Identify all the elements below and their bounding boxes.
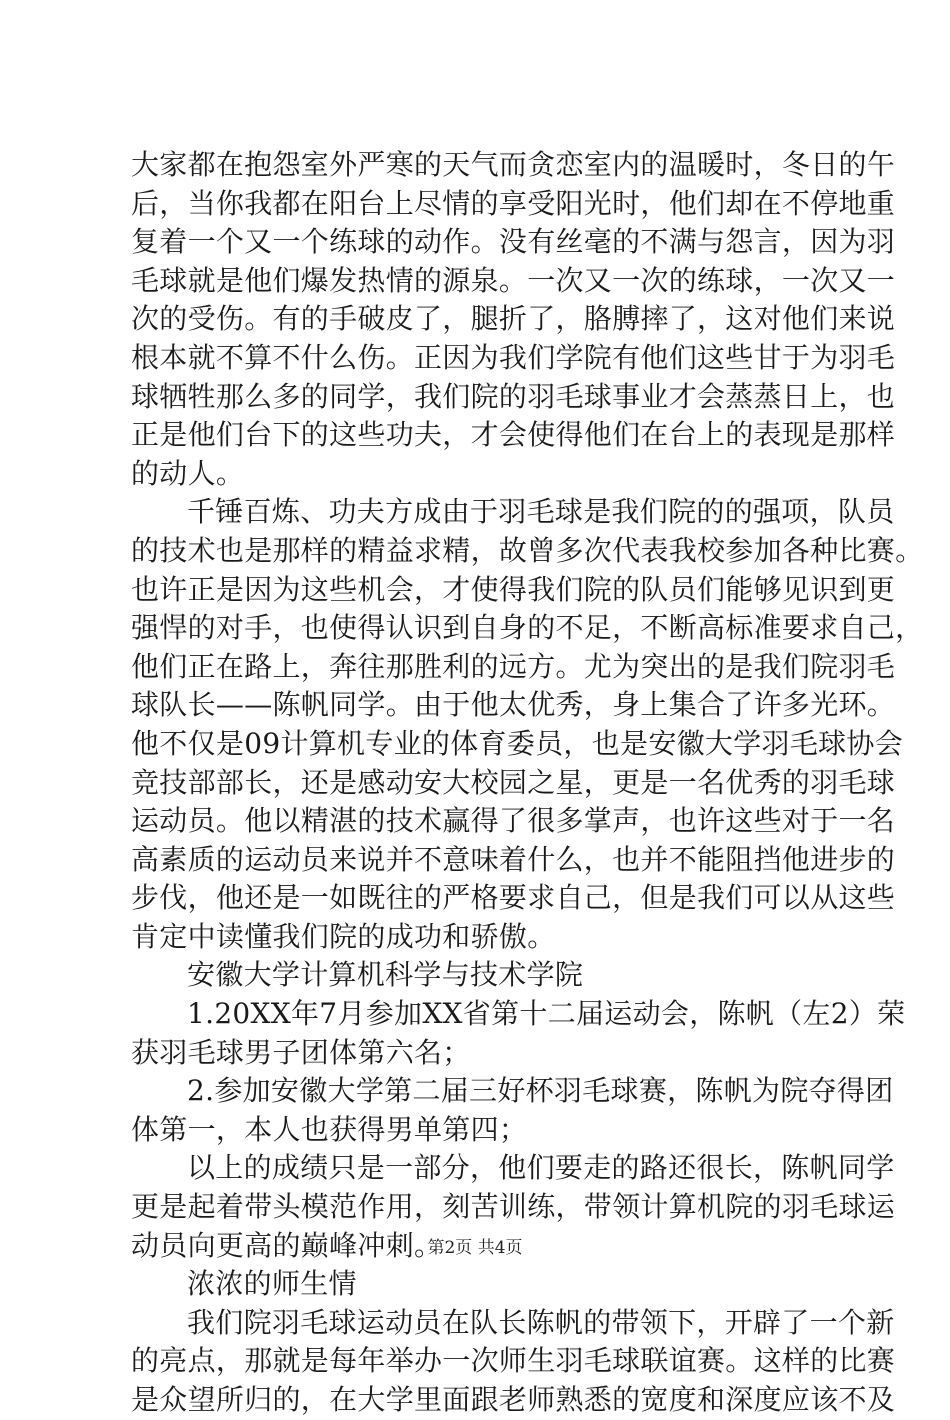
text-line: 复着一个又一个练球的动作。没有丝毫的不满与怨言，因为羽 xyxy=(131,225,896,259)
text-line: 他们正在路上，奔往那胜利的远方。尤为突出的是我们院羽毛 xyxy=(131,649,896,683)
text-line: 球牺牲那么多的同学，我们院的羽毛球事业才会蒸蒸日上，也 xyxy=(131,379,896,413)
page-footer: 第2页 共4页 xyxy=(427,1238,523,1258)
text-line: 以上的成绩只是一部分，他们要走的路还很长，陈帆同学 xyxy=(187,1151,895,1185)
text-line: 次的受伤。有的手破皮了，腿折了，胳膊摔了，这对他们来说 xyxy=(131,302,896,336)
text-line: 的技术也是那样的精益求精，故曾多次代表我校参加各种比赛。 xyxy=(131,533,924,567)
text-line: 大家都在抱怨室外严寒的天气而贪恋室内的温暖时，冬日的午 xyxy=(131,148,896,181)
text-line: 我们院羽毛球运动员在队长陈帆的带领下，开辟了一个新 xyxy=(187,1305,895,1339)
text-line: 步伐，他还是一如既往的严格要求自己，但是我们可以从这些 xyxy=(131,881,896,915)
text-line: 强悍的对手，也使得认识到自身的不足，不断高标准要求自己， xyxy=(131,611,924,645)
text-line: 毛球就是他们爆发热情的源泉。一次又一次的练球，一次又一 xyxy=(131,263,896,297)
text-line: 正是他们台下的这些功夫，才会使得他们在台上的表现是那样 xyxy=(131,418,896,452)
text-line: 根本就不算不什么伤。正因为我们学院有他们这些甘于为羽毛 xyxy=(131,340,896,374)
text-line: 球队长——陈帆同学。由于他太优秀，身上集合了许多光环。 xyxy=(131,688,896,722)
text-line: 后，当你我都在阳台上尽情的享受阳光时，他们却在不停地重 xyxy=(131,186,896,220)
text-line: 安徽大学计算机科学与技术学院 xyxy=(187,958,584,992)
text-line: 的动人。 xyxy=(131,456,245,490)
text-line: 2.参加安徽大学第二届三好杯羽毛球赛，陈帆为院夺得团 xyxy=(187,1074,894,1108)
text-line: 的亮点，那就是每年举办一次师生羽毛球联谊赛。这样的比赛 xyxy=(131,1344,896,1378)
text-line: 千锤百炼、功夫方成由于羽毛球是我们院的的强项，队员 xyxy=(187,495,895,529)
text-line: 竞技部部长，还是感动安大校园之星，更是一名优秀的羽毛球 xyxy=(131,765,896,799)
text-line: 动员向更高的巅峰冲刺。 xyxy=(131,1228,443,1262)
text-line: 更是起着带头模范作用，刻苦训练，带领计算机院的羽毛球运 xyxy=(131,1190,896,1224)
document-body xyxy=(131,146,924,1420)
text-line: 是众望所归的，在大学里面跟老师熟悉的宽度和深度应该不及 xyxy=(131,1383,896,1416)
text-line: 体第一，本人也获得男单第四； xyxy=(131,1112,528,1146)
text-line: 获羽毛球男子团体第六名； xyxy=(131,1035,471,1069)
text-line: 运动员。他以精湛的技术赢得了很多掌声，也许这些对于一名 xyxy=(131,804,896,838)
text-line: 他不仅是09计算机专业的体育委员，也是安徽大学羽毛球协会 xyxy=(131,726,904,760)
text-line: 1.20XX年7月参加XX省第十二届运动会，陈帆（左2）荣 xyxy=(187,997,906,1031)
text-line: 也许正是因为这些机会，才使得我们院的队员们能够见识到更 xyxy=(131,572,896,606)
text-line: 浓浓的师生情 xyxy=(187,1267,357,1301)
text-line: 高素质的运动员来说并不意味着什么，也并不能阻挡他进步的 xyxy=(131,842,896,876)
text-line: 肯定中读懂我们院的成功和骄傲。 xyxy=(131,919,556,953)
